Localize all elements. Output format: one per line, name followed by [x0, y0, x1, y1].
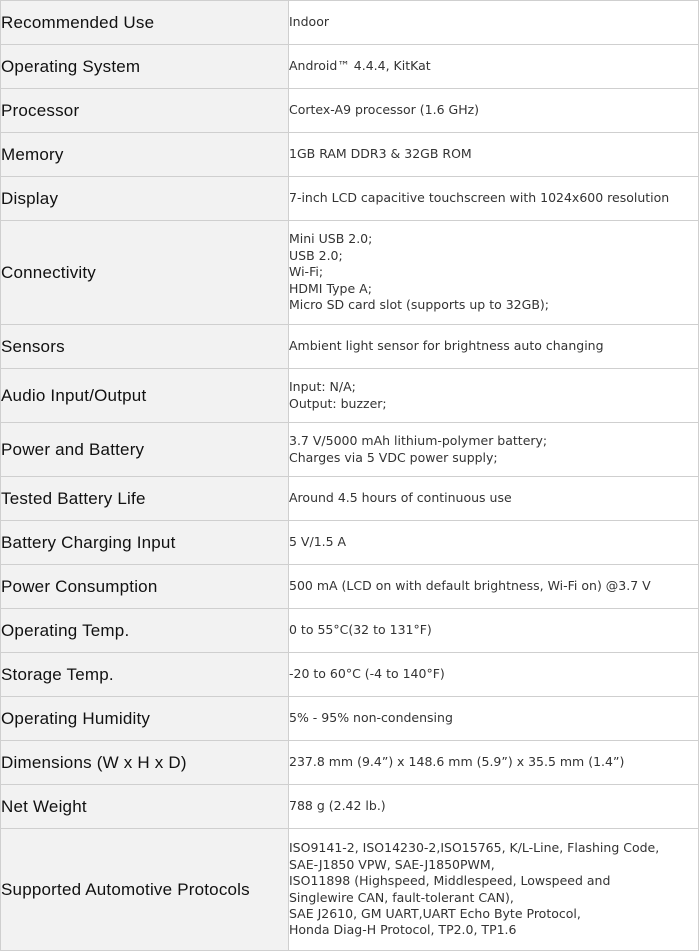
spec-value: [289, 177, 699, 221]
spec-value-line: 3.7 V/5000 mAh lithium-polymer battery;: [289, 433, 548, 449]
spec-value-line: 5 V/1.5 A: [289, 534, 347, 550]
spec-value-line: Indoor: [289, 14, 329, 30]
spec-value: [289, 829, 699, 951]
spec-value-line: Around 4.5 hours of continuous use: [289, 490, 512, 506]
spec-row: [1, 45, 699, 89]
spec-value-line: ISO11898 (Highspeed, Middlespeed, Lowspeed and: [289, 873, 611, 889]
spec-value-line: 237.8 mm (9.4”) x 148.6 mm (5.9”) x 35.5 mm (1.4”): [289, 754, 625, 770]
spec-value-line: Output: buzzer;: [289, 395, 387, 411]
spec-value: [289, 477, 699, 521]
spec-value: [289, 133, 699, 177]
spec-row: [1, 369, 699, 423]
spec-row: [1, 477, 699, 521]
spec-label: Memory: [1, 133, 289, 177]
spec-value-line: 0 to 55°C(32 to 131°F): [289, 622, 432, 638]
spec-value-line: Honda Diag-H Protocol, TP2.0, TP1.6: [289, 922, 517, 938]
spec-value-line: 1GB RAM DDR3 & 32GB ROM: [289, 146, 472, 162]
spec-label: Power and Battery: [1, 423, 289, 477]
spec-value-line: Mini USB 2.0;: [289, 231, 373, 247]
spec-label: Processor: [1, 89, 289, 133]
spec-row: [1, 697, 699, 741]
spec-label: Display: [1, 177, 289, 221]
spec-value-line: Input: N/A;: [289, 379, 356, 395]
spec-row: [1, 221, 699, 325]
spec-row: [1, 741, 699, 785]
spec-value-line: HDMI Type A;: [289, 280, 372, 296]
spec-value-line: Wi-Fi;: [289, 264, 324, 280]
spec-value: [289, 653, 699, 697]
spec-value: [289, 423, 699, 477]
spec-value: [289, 697, 699, 741]
spec-row: [1, 423, 699, 477]
spec-label: Connectivity: [1, 221, 289, 325]
spec-value: [289, 521, 699, 565]
spec-value-line: SAE-J1850 VPW, SAE-J1850PWM,: [289, 856, 495, 872]
spec-label: Supported Automotive Protocols: [1, 829, 289, 951]
spec-value: [289, 89, 699, 133]
spec-value: [289, 785, 699, 829]
spec-label: Operating Temp.: [1, 609, 289, 653]
spec-value: [289, 221, 699, 325]
spec-row: [1, 521, 699, 565]
spec-value-line: 7-inch LCD capacitive touchscreen with 1024x600 resolution: [289, 190, 670, 206]
spec-value-line: Charges via 5 VDC power supply;: [289, 449, 498, 465]
spec-label: Audio Input/Output: [1, 369, 289, 423]
spec-value-line: 5% - 95% non-condensing: [289, 710, 453, 726]
spec-label: Battery Charging Input: [1, 521, 289, 565]
spec-label: Storage Temp.: [1, 653, 289, 697]
spec-row: [1, 325, 699, 369]
spec-value-line: Ambient light sensor for brightness auto changing: [289, 338, 604, 354]
spec-row: [1, 1, 699, 45]
spec-value-line: USB 2.0;: [289, 247, 343, 263]
spec-row: [1, 133, 699, 177]
spec-table-body: [1, 1, 699, 951]
spec-value-line: Android™ 4.4.4, KitKat: [289, 58, 431, 74]
spec-value: [289, 325, 699, 369]
spec-value: [289, 369, 699, 423]
spec-value-line: ISO9141-2, ISO14230-2,ISO15765, K/L-Line, Flashing Code,: [289, 840, 660, 856]
spec-value-line: 500 mA (LCD on with default brightness, Wi-Fi on) @3.7 V: [289, 578, 651, 594]
spec-label: Operating System: [1, 45, 289, 89]
spec-value: [289, 565, 699, 609]
spec-label: Power Consumption: [1, 565, 289, 609]
spec-label: Sensors: [1, 325, 289, 369]
spec-value: [289, 45, 699, 89]
spec-row: [1, 89, 699, 133]
spec-row: [1, 653, 699, 697]
spec-value-line: -20 to 60°C (-4 to 140°F): [289, 666, 445, 682]
spec-label: Recommended Use: [1, 1, 289, 45]
spec-label: Tested Battery Life: [1, 477, 289, 521]
spec-value-line: 788 g (2.42 lb.): [289, 798, 386, 814]
spec-value: [289, 609, 699, 653]
spec-label: Net Weight: [1, 785, 289, 829]
spec-value: [289, 741, 699, 785]
spec-label: Operating Humidity: [1, 697, 289, 741]
spec-row: [1, 565, 699, 609]
spec-value-line: Cortex-A9 processor (1.6 GHz): [289, 102, 480, 118]
spec-label: Dimensions (W x H x D): [1, 741, 289, 785]
spec-value-line: Micro SD card slot (supports up to 32GB);: [289, 297, 549, 313]
spec-row: [1, 785, 699, 829]
spec-value: [289, 1, 699, 45]
spec-row: [1, 829, 699, 951]
spec-row: [1, 609, 699, 653]
spec-value-line: Singlewire CAN, fault-tolerant CAN),: [289, 889, 514, 905]
spec-value-line: SAE J2610, GM UART,UART Echo Byte Protocol,: [289, 905, 581, 921]
spec-row: [1, 177, 699, 221]
